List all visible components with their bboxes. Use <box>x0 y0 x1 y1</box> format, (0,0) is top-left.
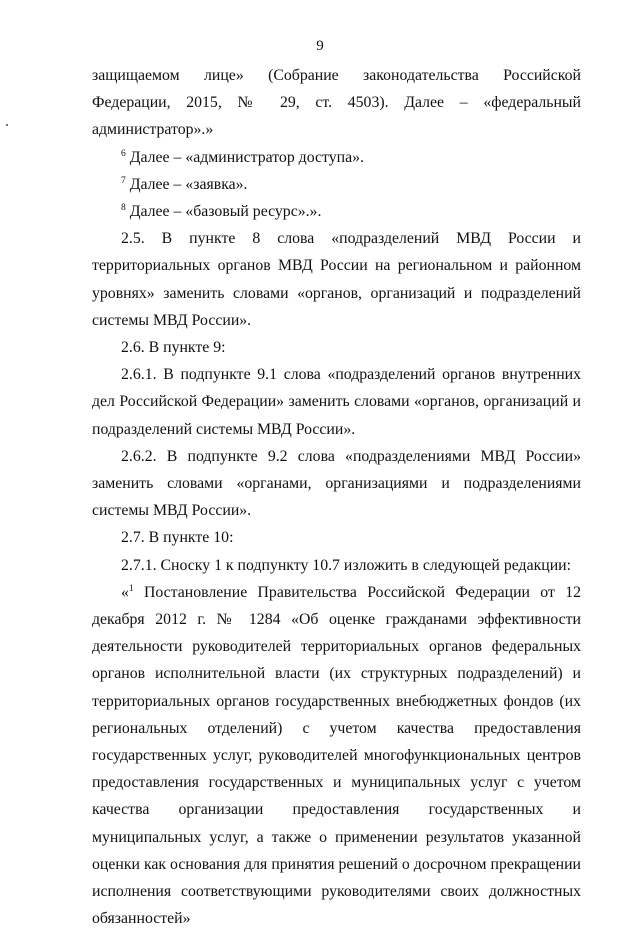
document-body <box>92 62 581 933</box>
footnote-7-number: 7 <box>121 175 126 186</box>
paragraph-continuation: защищаемом лице» (Собрание законодательства Российской Федерации, 2015, № 29, ст. 4503). Далее – «федеральный администратор».» <box>92 67 581 139</box>
paragraph-2-5: 2.5. В пункте 8 слова «подразделений МВД России и территориальных органов МВД России на региональном и районном уровнях» заменить словами «органов, организаций и подразделений системы МВД России». <box>92 230 581 329</box>
paragraph-2-6: 2.6. В пункте 9: <box>121 339 226 357</box>
quote-open-mark: « <box>121 583 129 601</box>
footnote-6-text: Далее – «администратор доступа». <box>125 148 364 166</box>
paragraph-2-7-1: 2.7.1. Сноску 1 к подпункту 10.7 изложить в следующей редакции: <box>121 556 572 574</box>
footnote-7 <box>92 171 581 198</box>
paragraph-2-7: 2.7. В пункте 10: <box>121 529 234 547</box>
quoted-footnote-number: 1 <box>128 583 134 594</box>
footnote-8 <box>92 198 581 225</box>
quoted-footnote <box>92 579 581 933</box>
footnote-8-number: 8 <box>121 203 126 214</box>
quoted-footnote-text: Постановление Правительства Российской Федерации от 12 декабря 2012 г. № 1284 «Об оценке гражданами эффективности деятельности руководителей территориальных органов федеральных органов исполнительной власти (их структурных подразделений) и территориальных органов государственных внебюджетных фондов (их региональных отделений) с учетом качества предоставления государственных услуг, руководителей многофункциональных центров предоставления государственных и муниципальных услуг с учетом качества организации предоставления государственных и муниципальных услуг, а также о применении результатов указанной оценки как основания для принятия решений о досрочном прекращении исполнения соответствующими руководителями своих должностных обязанностей» <box>92 583 581 928</box>
footnote-6-number: 6 <box>121 148 126 159</box>
scan-speck <box>6 124 8 126</box>
footnote-7-text: Далее – «заявка». <box>125 175 248 193</box>
footnote-6 <box>92 144 581 171</box>
page-number: 9 <box>316 38 324 54</box>
footnote-8-text: Далее – «базовый ресурс».». <box>125 203 322 221</box>
paragraph-2-6-1: 2.6.1. В подпункте 9.1 слова «подразделений органов внутренних дел Российской Федерации» заменить словами «органов, организаций и подразделений системы МВД России». <box>92 366 581 438</box>
paragraph-2-6-2: 2.6.2. В подпункте 9.2 слова «подразделениями МВД России» заменить словами «органами, организациями и подразделениями системы МВД России». <box>92 447 581 520</box>
